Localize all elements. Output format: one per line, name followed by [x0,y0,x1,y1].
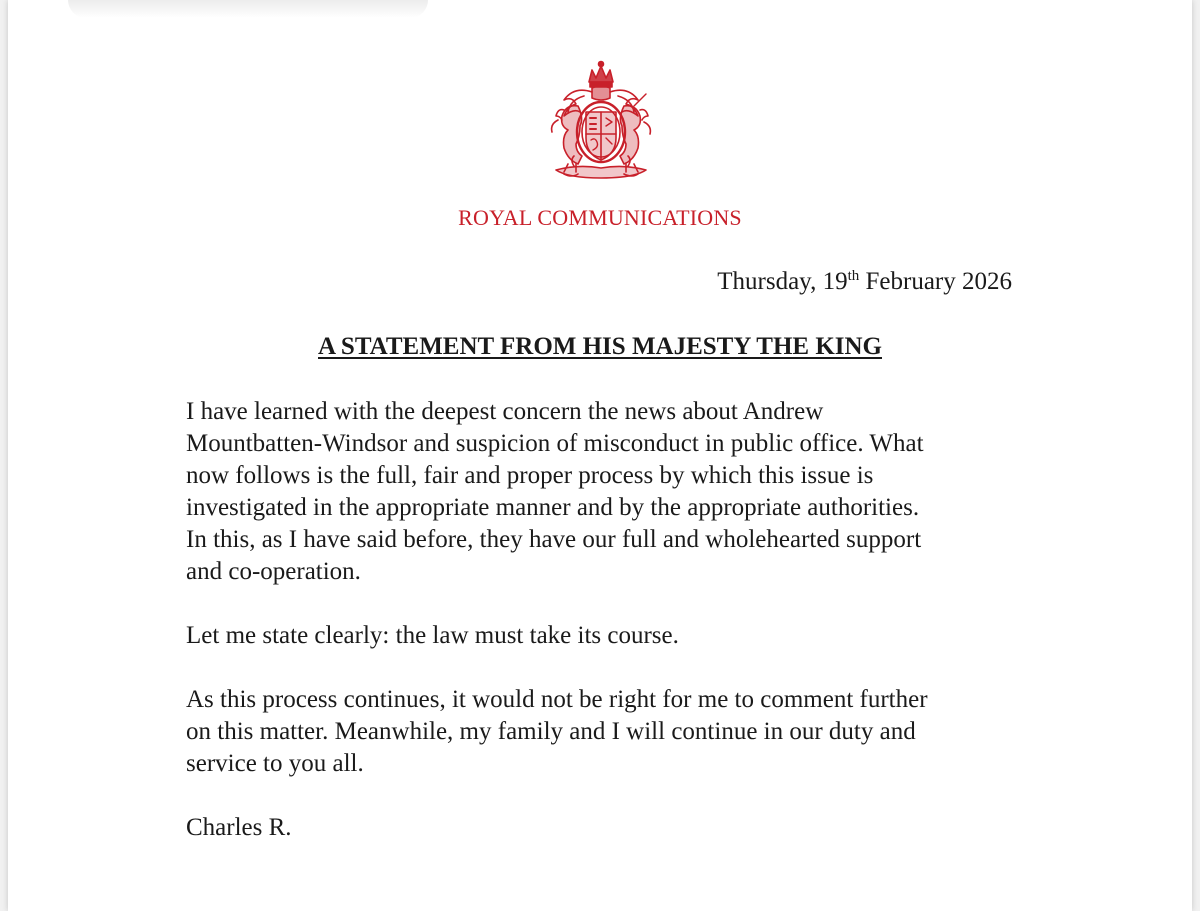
paragraph-line: In this, as I have said before, they have our full and wholehearted support [186,526,922,553]
paragraph-line: on this matter. Meanwhile, my family and I will continue in our duty and [186,718,916,745]
paragraph-line: service to you all. [186,750,364,777]
royal-coat-of-arms-icon [534,60,668,182]
organization-name: ROYAL COMMUNICATIONS [458,205,742,230]
paragraph-line: now follows is the full, fair and proper process by which this issue is [186,462,874,489]
paragraph-line: and co-operation. [186,558,361,585]
paragraph-line: investigated in the appropriate manner and by the appropriate authorities. [186,494,920,521]
date-day: 19 [822,268,848,295]
statement-paragraph-3 [186,684,1046,780]
date-ordinal: th [847,268,860,284]
signature [186,812,1046,844]
statement-paragraph-2 [186,620,1046,652]
statement-date [717,268,1012,296]
statement-paragraph-1 [186,396,1046,588]
scan-shadow [68,0,428,18]
date-month-year: February 2026 [865,268,1012,295]
date-weekday: Thursday, [717,268,817,295]
document-page [8,0,1192,911]
paragraph-line: Mountbatten-Windsor and suspicion of misconduct in public office. What [186,430,924,457]
statement-heading: A STATEMENT FROM HIS MAJESTY THE KING [318,333,882,360]
paragraph-line: Let me state clearly: the law must take its course. [186,622,679,649]
signature-text: Charles R. [186,814,292,841]
paragraph-line: As this process continues, it would not be right for me to comment further [186,686,928,713]
paragraph-line: I have learned with the deepest concern the news about Andrew [186,398,824,425]
